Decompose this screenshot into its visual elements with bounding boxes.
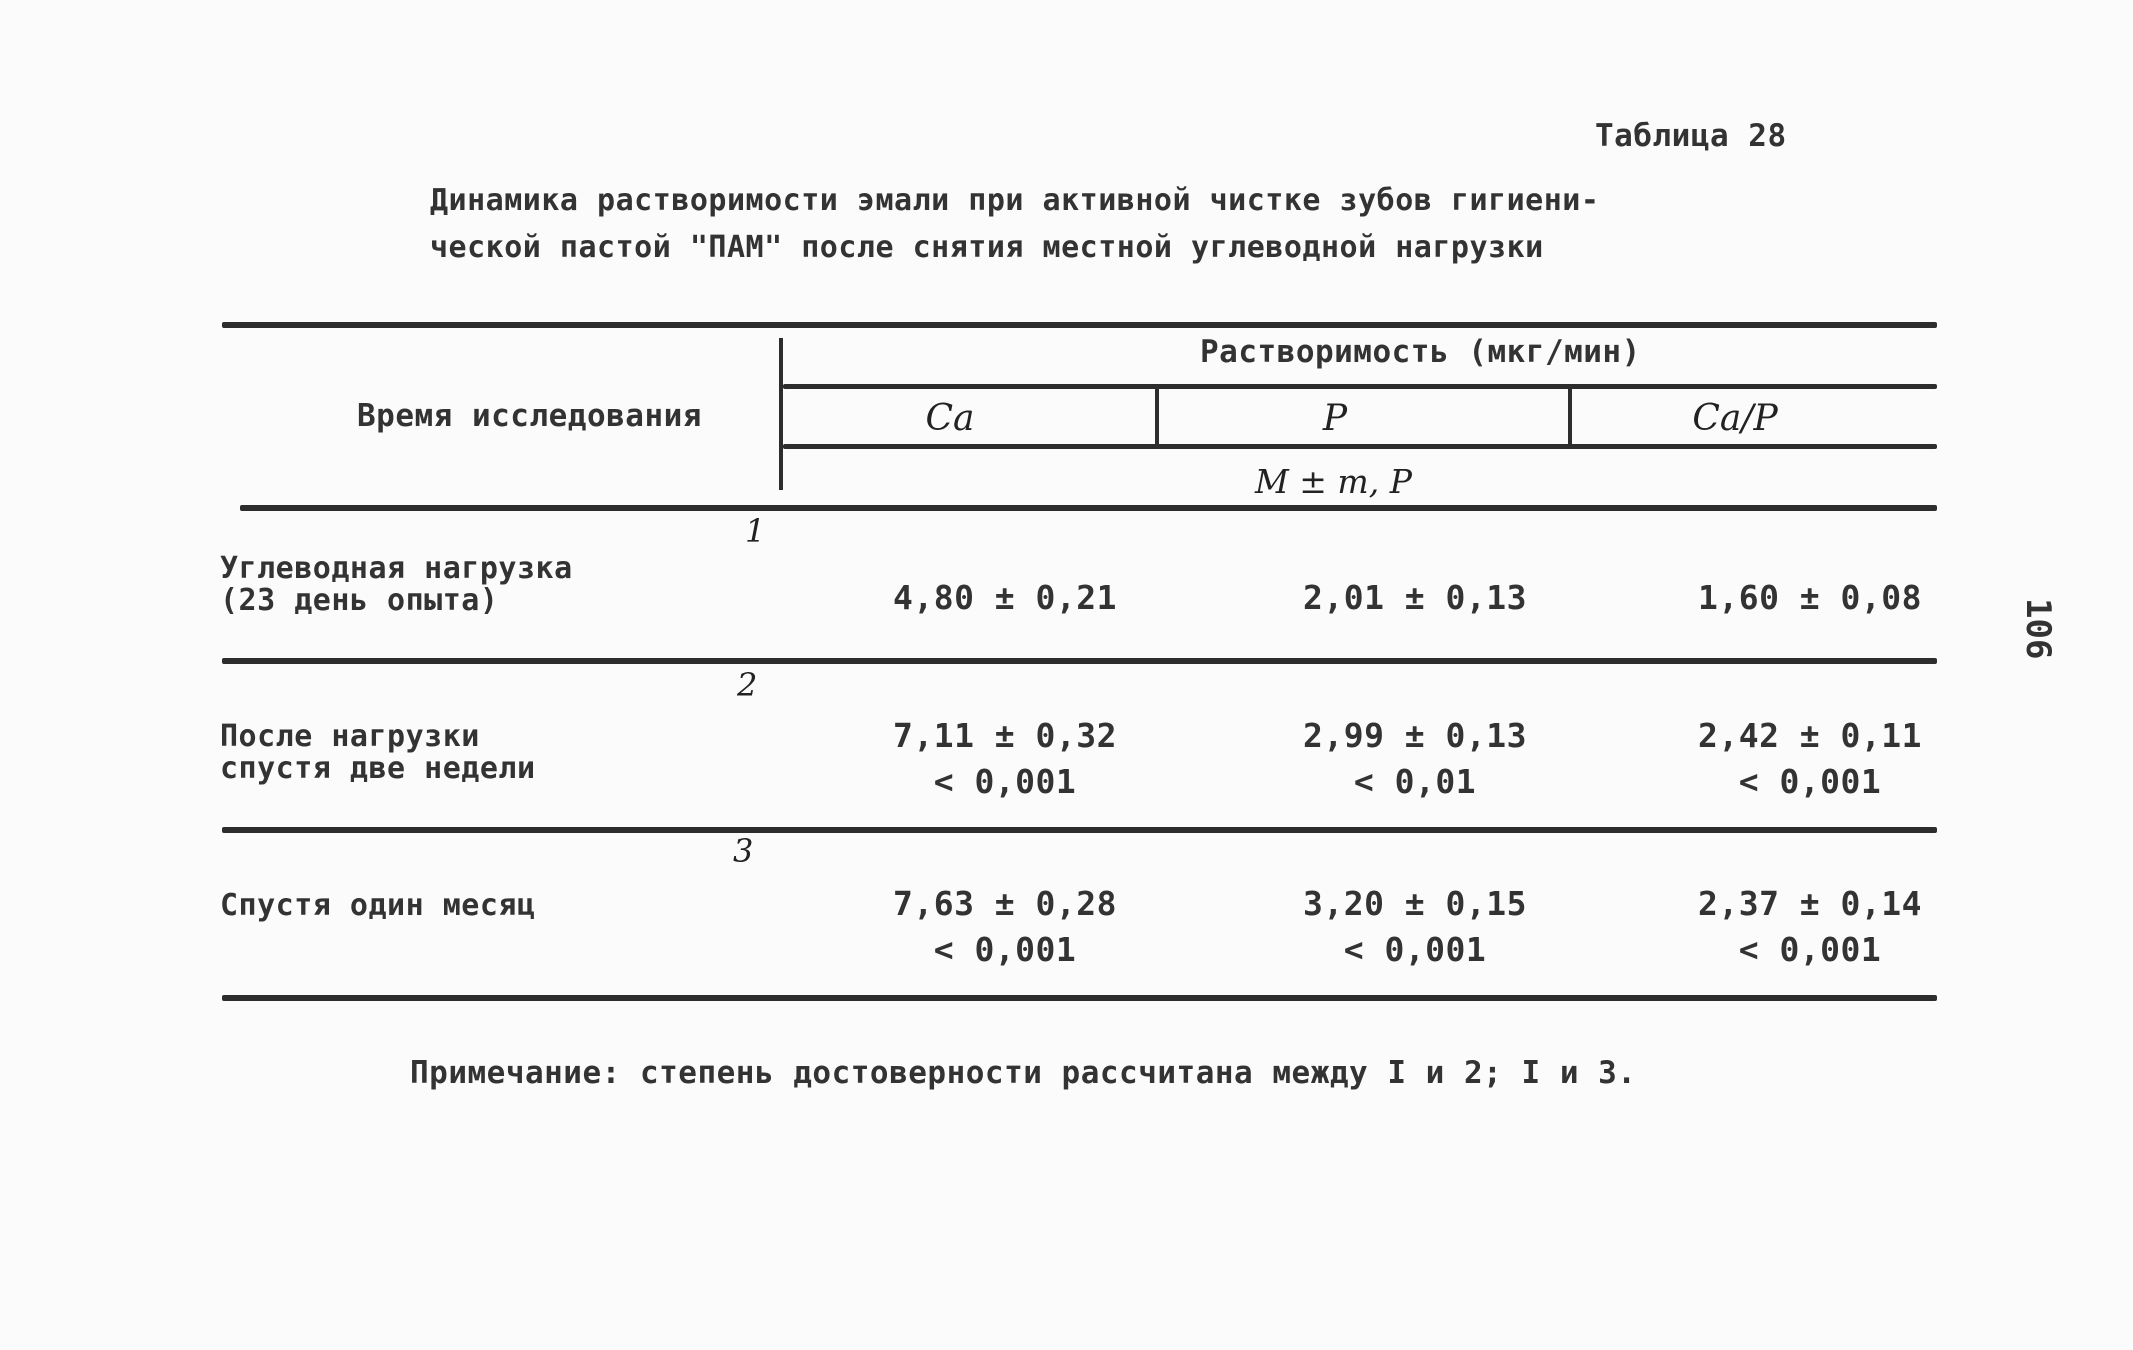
row-2-number: 2 (737, 666, 758, 704)
header-column-p: P (1322, 398, 1348, 439)
row-1-p-value: 2,01 ± 0,13 (1302, 578, 1528, 617)
row-1-ca-p-value: 1,60 ± 0,08 (1697, 578, 1923, 617)
row-3-p-significance: < 0,001 (1343, 930, 1487, 969)
row-2-label-line-2: спустя две недели (220, 751, 536, 786)
row-3-ca-p-significance: < 0,001 (1738, 930, 1882, 969)
row-3-ca-value: 7,63 ± 0,28 (892, 884, 1118, 923)
row-2-ca-p-significance: < 0,001 (1738, 762, 1882, 801)
row-2-ca-value: 7,11 ± 0,32 (892, 716, 1118, 755)
table-note: Примечание: степень достоверности рассчитана между I и 2; I и 3. (410, 1055, 1637, 1091)
row-1-ca-value: 4,80 ± 0,21 (892, 578, 1118, 617)
header-time-label: Время исследования (357, 398, 702, 434)
row-2-ca-significance: < 0,001 (933, 762, 1077, 801)
row-1-label-line-1: Углеводная нагрузка (220, 551, 573, 586)
row-2-p-significance: < 0,01 (1353, 762, 1477, 801)
row-3-label-line-1: Спустя один месяц (220, 888, 536, 923)
header-column-ca: Ca (925, 398, 975, 439)
header-divider-p-cap (1568, 386, 1572, 446)
row-3-number: 3 (733, 832, 754, 870)
table-top-rule (222, 322, 1937, 328)
header-column-ca-p: Ca/P (1692, 398, 1778, 439)
row-3-ca-significance: < 0,001 (933, 930, 1077, 969)
row-2-ca-p-value: 2,42 ± 0,11 (1697, 716, 1923, 755)
header-divider-ca-p (1155, 386, 1159, 446)
header-stat-label: M ± m, P (1255, 462, 1412, 501)
row-1-bottom-rule (222, 658, 1937, 664)
table-title-line-1: Динамика растворимости эмали при активной чистке зубов гигиени- (430, 183, 1600, 218)
header-divider-main (779, 338, 783, 490)
page-number: 106 (2018, 598, 2058, 660)
header-rule-2 (783, 444, 1937, 449)
table-label: Таблица 28 (1595, 118, 1787, 154)
row-2-bottom-rule (222, 827, 1937, 833)
row-1-number: 1 (745, 512, 766, 550)
header-rule-1 (783, 384, 1937, 389)
row-3-p-value: 3,20 ± 0,15 (1302, 884, 1528, 923)
row-1-label-line-2: (23 день опыта) (220, 583, 499, 618)
table-title-line-2: ческой пастой "ПАМ" после снятия местной углеводной нагрузки (430, 230, 1544, 265)
header-bottom-rule (240, 505, 1937, 511)
row-2-label-line-1: После нагрузки (220, 719, 480, 754)
row-2-p-value: 2,99 ± 0,13 (1302, 716, 1528, 755)
table-bottom-rule (222, 995, 1937, 1001)
row-3-ca-p-value: 2,37 ± 0,14 (1697, 884, 1923, 923)
header-solubility-label: Растворимость (мкг/мин) (1200, 334, 1641, 370)
